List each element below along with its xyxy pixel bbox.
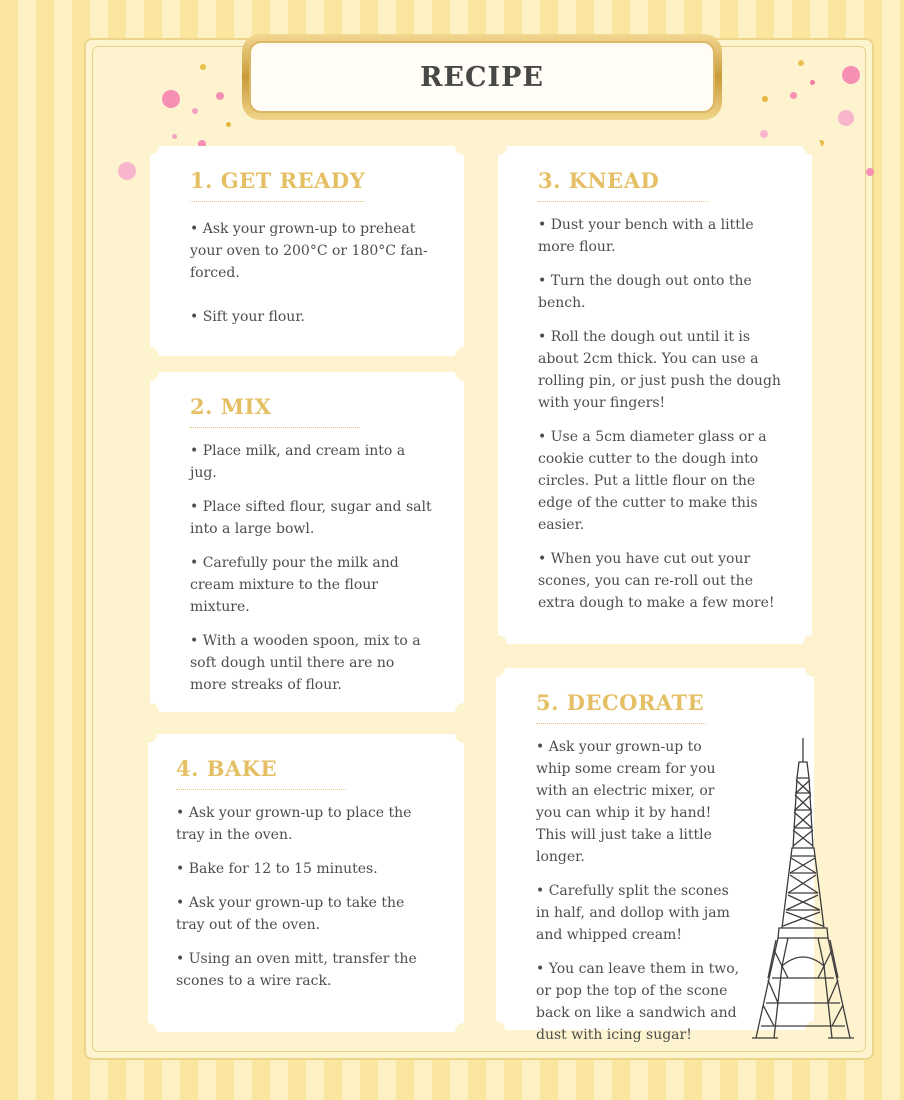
step-item: • Bake for 12 to 15 minutes. (176, 861, 378, 877)
eiffel-tower-icon (748, 738, 858, 1048)
step-heading: 2. MIX (190, 394, 360, 428)
step-item: • When you have cut out your scones, you can re-roll out the extra dough to make a few more! (538, 551, 775, 611)
ornate-gold-frame-icon (242, 34, 722, 120)
step-item: • Place milk, and cream into a jug. (190, 443, 406, 481)
title-plaque (249, 41, 715, 113)
step-item: • Carefully pour the milk and cream mixture to the flour mixture. (190, 555, 399, 615)
step-item: • Ask your grown-up to whip some cream for you with an electric mixer, or you can whip it by hand! This will just take a little longer. (536, 739, 716, 865)
step-item: • Ask your grown-up to preheat your oven to 200°C or 180°C fan-forced. (190, 221, 428, 281)
step-card-knead (498, 146, 812, 644)
step-item: • Roll the dough out until it is about 2cm thick. You can use a rolling pin, or just push the dough with your fingers! (538, 329, 781, 411)
step-item: • Using an oven mitt, transfer the scones to a wire rack. (176, 951, 417, 989)
step-item: • Ask your grown-up to take the tray out of the oven. (176, 895, 405, 933)
step-item: • Carefully split the scones in half, and dollop with jam and whipped cream! (536, 883, 730, 943)
step-card-bake (148, 734, 464, 1032)
step-item: • Use a 5cm diameter glass or a cookie cutter to the dough into circles. Put a little flour on the edge of the cutter to make this easier. (538, 429, 767, 533)
step-heading: 1. GET READY (190, 168, 365, 202)
step-item: • Place sifted flour, sugar and salt into a large bowl. (190, 499, 432, 537)
step-item: • Turn the dough out onto the bench. (538, 273, 752, 311)
step-heading: 4. BAKE (176, 756, 346, 790)
step-card-mix (150, 372, 464, 712)
page-title: RECIPE (419, 61, 545, 93)
step-item: • Dust your bench with a little more flour. (538, 217, 754, 255)
step-item: • Sift your flour. (190, 309, 305, 325)
step-item: • With a wooden spoon, mix to a soft dough until there are no more streaks of flour. (190, 633, 421, 693)
step-heading: 5. DECORATE (536, 690, 706, 724)
step-card-get-ready (150, 146, 464, 356)
step-item: • Ask your grown-up to place the tray in the oven. (176, 805, 412, 843)
step-item: • You can leave them in two, or pop the top of the scone back on like a sandwich and dust with icing sugar! (536, 961, 740, 1043)
step-heading: 3. KNEAD (538, 168, 708, 202)
